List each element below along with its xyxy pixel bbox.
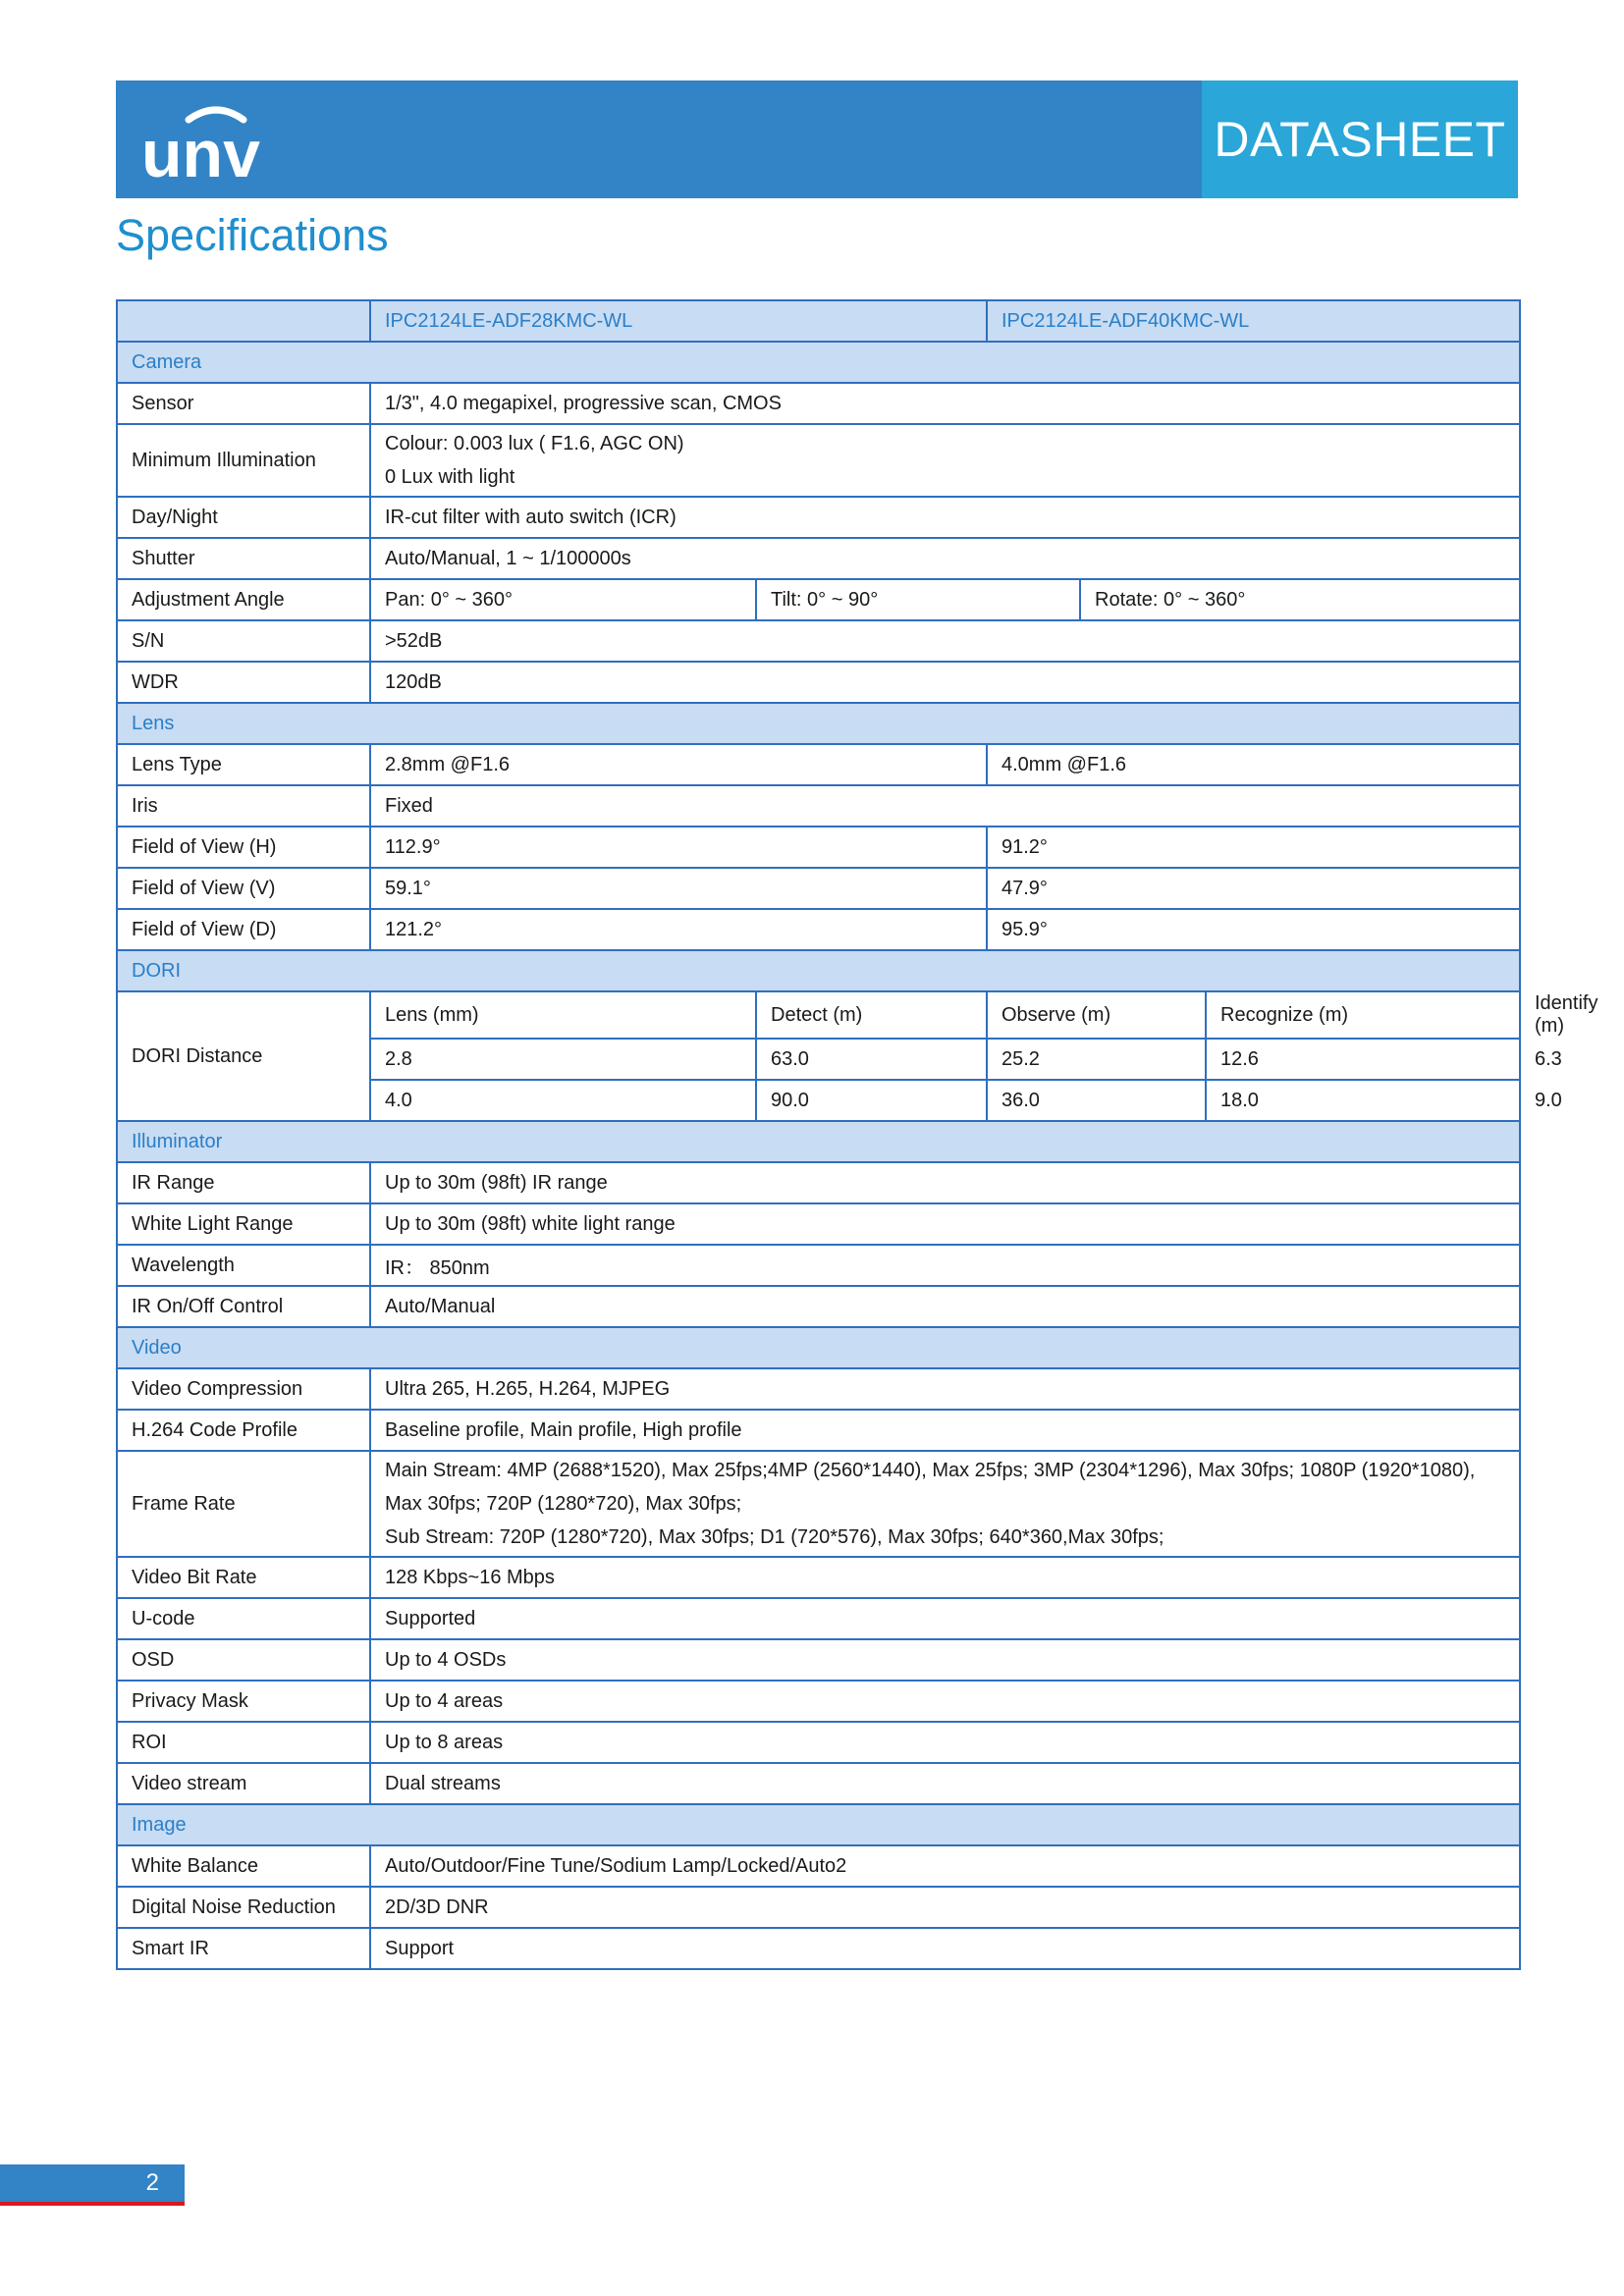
dori-cell: 18.0	[1206, 1080, 1520, 1121]
value-b: 91.2°	[987, 827, 1520, 868]
row-value: Auto/Manual	[370, 1286, 1520, 1327]
unv-logo	[137, 98, 295, 187]
section-camera: Camera	[117, 342, 1520, 383]
section-dori: DORI	[117, 950, 1520, 991]
row-value: Up to 30m (98ft) IR range	[370, 1162, 1520, 1203]
row-label: Shutter	[117, 538, 370, 579]
row-value: Supported	[370, 1598, 1520, 1639]
frame-rate-sub: Sub Stream: 720P (1280*720), Max 30fps; D1 (720*576), Max 30fps; 640*360,Max 30fps;	[385, 1526, 1164, 1548]
dori-cell: 63.0	[756, 1039, 987, 1080]
value-a: 2.8mm @F1.6	[370, 744, 987, 785]
row-value: >52dB	[370, 620, 1520, 662]
row-label: DORI Distance	[117, 991, 370, 1121]
dori-header: Recognize (m)	[1206, 991, 1520, 1039]
row-label: U-code	[117, 1598, 370, 1639]
row-value: Up to 4 OSDs	[370, 1639, 1520, 1681]
row-label: Minimum Illumination	[117, 424, 370, 497]
dori-cell: 36.0	[987, 1080, 1206, 1121]
row-label: White Light Range	[117, 1203, 370, 1245]
model-a: IPC2124LE-ADF28KMC-WL	[370, 300, 987, 342]
illum-line-1: Colour: 0.003 lux ( F1.6, AGC ON)	[385, 433, 684, 454]
row-value: Up to 4 areas	[370, 1681, 1520, 1722]
value-b: 95.9°	[987, 909, 1520, 950]
row-value: Up to 8 areas	[370, 1722, 1520, 1763]
row-label: Frame Rate	[117, 1451, 370, 1557]
row-value: IR-cut filter with auto switch (ICR)	[370, 497, 1520, 538]
row-label: Smart IR	[117, 1928, 370, 1969]
row-value: Fixed	[370, 785, 1520, 827]
tilt-value: Tilt: 0° ~ 90°	[756, 579, 1080, 620]
row-label: Iris	[117, 785, 370, 827]
section-lens: Lens	[117, 703, 1520, 744]
value-b: 4.0mm @F1.6	[987, 744, 1520, 785]
row-value: 128 Kbps~16 Mbps	[370, 1557, 1520, 1598]
row-value: IR： 850nm	[370, 1245, 1520, 1286]
row-label: WDR	[117, 662, 370, 703]
footer-accent-line	[0, 2202, 185, 2206]
model-b: IPC2124LE-ADF40KMC-WL	[987, 300, 1520, 342]
section-image: Image	[117, 1804, 1520, 1845]
row-value: 2D/3D DNR	[370, 1887, 1520, 1928]
row-value: Support	[370, 1928, 1520, 1969]
section-video: Video	[117, 1327, 1520, 1368]
row-value: Up to 30m (98ft) white light range	[370, 1203, 1520, 1245]
header-banner	[116, 80, 1518, 198]
row-label: IR Range	[117, 1162, 370, 1203]
row-value	[370, 1451, 1520, 1557]
row-value	[370, 424, 1520, 497]
row-label: Field of View (H)	[117, 827, 370, 868]
value-a: 59.1°	[370, 868, 987, 909]
row-label: ROI	[117, 1722, 370, 1763]
row-value: 120dB	[370, 662, 1520, 703]
model-header-row	[117, 300, 1520, 342]
dori-header: Lens (mm)	[370, 991, 756, 1039]
logo-text: unv	[141, 117, 260, 187]
row-label: S/N	[117, 620, 370, 662]
header-empty	[117, 300, 370, 342]
dori-cell: 12.6	[1206, 1039, 1520, 1080]
datasheet-badge: DATASHEET	[1202, 80, 1518, 198]
row-label: Video Bit Rate	[117, 1557, 370, 1598]
row-label: H.264 Code Profile	[117, 1410, 370, 1451]
row-label: Video Compression	[117, 1368, 370, 1410]
row-label: IR On/Off Control	[117, 1286, 370, 1327]
row-label: Wavelength	[117, 1245, 370, 1286]
row-label: White Balance	[117, 1845, 370, 1887]
frame-rate-main: Main Stream: 4MP (2688*1520), Max 25fps;4MP (2560*1440), Max 25fps; 3MP (2304*1296), Max 30fps; 1080P (1920*1080), Max 30fps; 720P (1280*720), Max 30fps;	[385, 1460, 1476, 1515]
section-illuminator: Illuminator	[117, 1121, 1520, 1162]
dori-header: Observe (m)	[987, 991, 1206, 1039]
dori-cell: 90.0	[756, 1080, 987, 1121]
illum-line-2: 0 Lux with light	[385, 466, 515, 488]
row-label: Field of View (D)	[117, 909, 370, 950]
value-a: 112.9°	[370, 827, 987, 868]
row-label: Privacy Mask	[117, 1681, 370, 1722]
row-value: Baseline profile, Main profile, High profile	[370, 1410, 1520, 1451]
row-value: Ultra 265, H.265, H.264, MJPEG	[370, 1368, 1520, 1410]
row-label: Lens Type	[117, 744, 370, 785]
row-label: Video stream	[117, 1763, 370, 1804]
rotate-value: Rotate: 0° ~ 360°	[1080, 579, 1520, 620]
dori-cell: 25.2	[987, 1039, 1206, 1080]
row-label: Field of View (V)	[117, 868, 370, 909]
row-label: OSD	[117, 1639, 370, 1681]
dori-cell: 4.0	[370, 1080, 756, 1121]
row-value: Dual streams	[370, 1763, 1520, 1804]
row-label: Sensor	[117, 383, 370, 424]
page-title: Specifications	[116, 210, 389, 260]
row-label: Digital Noise Reduction	[117, 1887, 370, 1928]
page-number-tab	[0, 2164, 185, 2202]
row-label: Adjustment Angle	[117, 579, 370, 620]
row-label: Day/Night	[117, 497, 370, 538]
dori-cell: 2.8	[370, 1039, 756, 1080]
dori-header: Detect (m)	[756, 991, 987, 1039]
row-value: 1/3", 4.0 megapixel, progressive scan, CMOS	[370, 383, 1520, 424]
value-a: 121.2°	[370, 909, 987, 950]
spec-table: IPC2124LE-ADF28KMC-WL IPC2124LE-ADF40KMC-WL Camera Sensor 1/3", 4.0 megapixel, progressive scan, CMOS Minimum Illumination Colour: 0.003 lux ( F1.6, AGC ON) 0 Lux with light Day/Night IR-cut filter with auto switch (ICR) Shutter Auto/Manual, 1 ~ 1/100000s Adjustment Angle Pan: 0° ~ 360° Tilt: 0° ~ 90° Rotate: 0° ~ 360° S/N >52dB WDR 120dB Lens Lens Type 2.8mm @F1.6 4.0mm @F1.6 Iris Fixed Field of View (H) 112.9° 91.2° Field of View (V) 59.1° 47.9° Field of View (D) 121.2° 95.9° DORI DORI Distance Lens (mm) Detect (m) Observe (m) Recognize (m) Identify (m) 2.8 63.0 25.2 12.6 6.3 4.0 90.0 36.0 18.0 9.0 Illuminator IR Range Up to 30m (98ft) IR range White Light Range Up to 30m (98ft) white light range Wavelength IR： 850nm IR On/Off Control Auto/Manual Video Video Compression Ultra 265, H.265, H.264, MJPEG H.264 Code Profile Baseline profile, Main profile, High profile Frame Rate Main Stream: 4MP (2688*1520), Max 25fps;4MP (2560*1440), Max 25fps; 3MP (2304*1296), Max 30fps; 1080P (1920*1080), Max 30fps; 720P (1280*720), Max 30fps; Sub Stream: 720P (1280*720), Max 30fps; D1 (720*576), Max 30fps; 640*360,Max 30fps; Video Bit Rate 128 Kbps~16 Mbps U-code Supported OSD Up to 4 OSDs Privacy Mask Up to 4 areas ROI Up to 8 areas Video stream Dual streams Image White Balance Auto/Outdoor/Fine Tune/Sodium Lamp/Locked/Auto2 Digital Noise Reduction 2D/3D DNR Smart IR Support	[116, 299, 1521, 1970]
row-value: Auto/Manual, 1 ~ 1/100000s	[370, 538, 1520, 579]
pan-value: Pan: 0° ~ 360°	[370, 579, 756, 620]
row-value: Auto/Outdoor/Fine Tune/Sodium Lamp/Locked/Auto2	[370, 1845, 1520, 1887]
page-number: 2	[145, 2169, 159, 2196]
value-b: 47.9°	[987, 868, 1520, 909]
